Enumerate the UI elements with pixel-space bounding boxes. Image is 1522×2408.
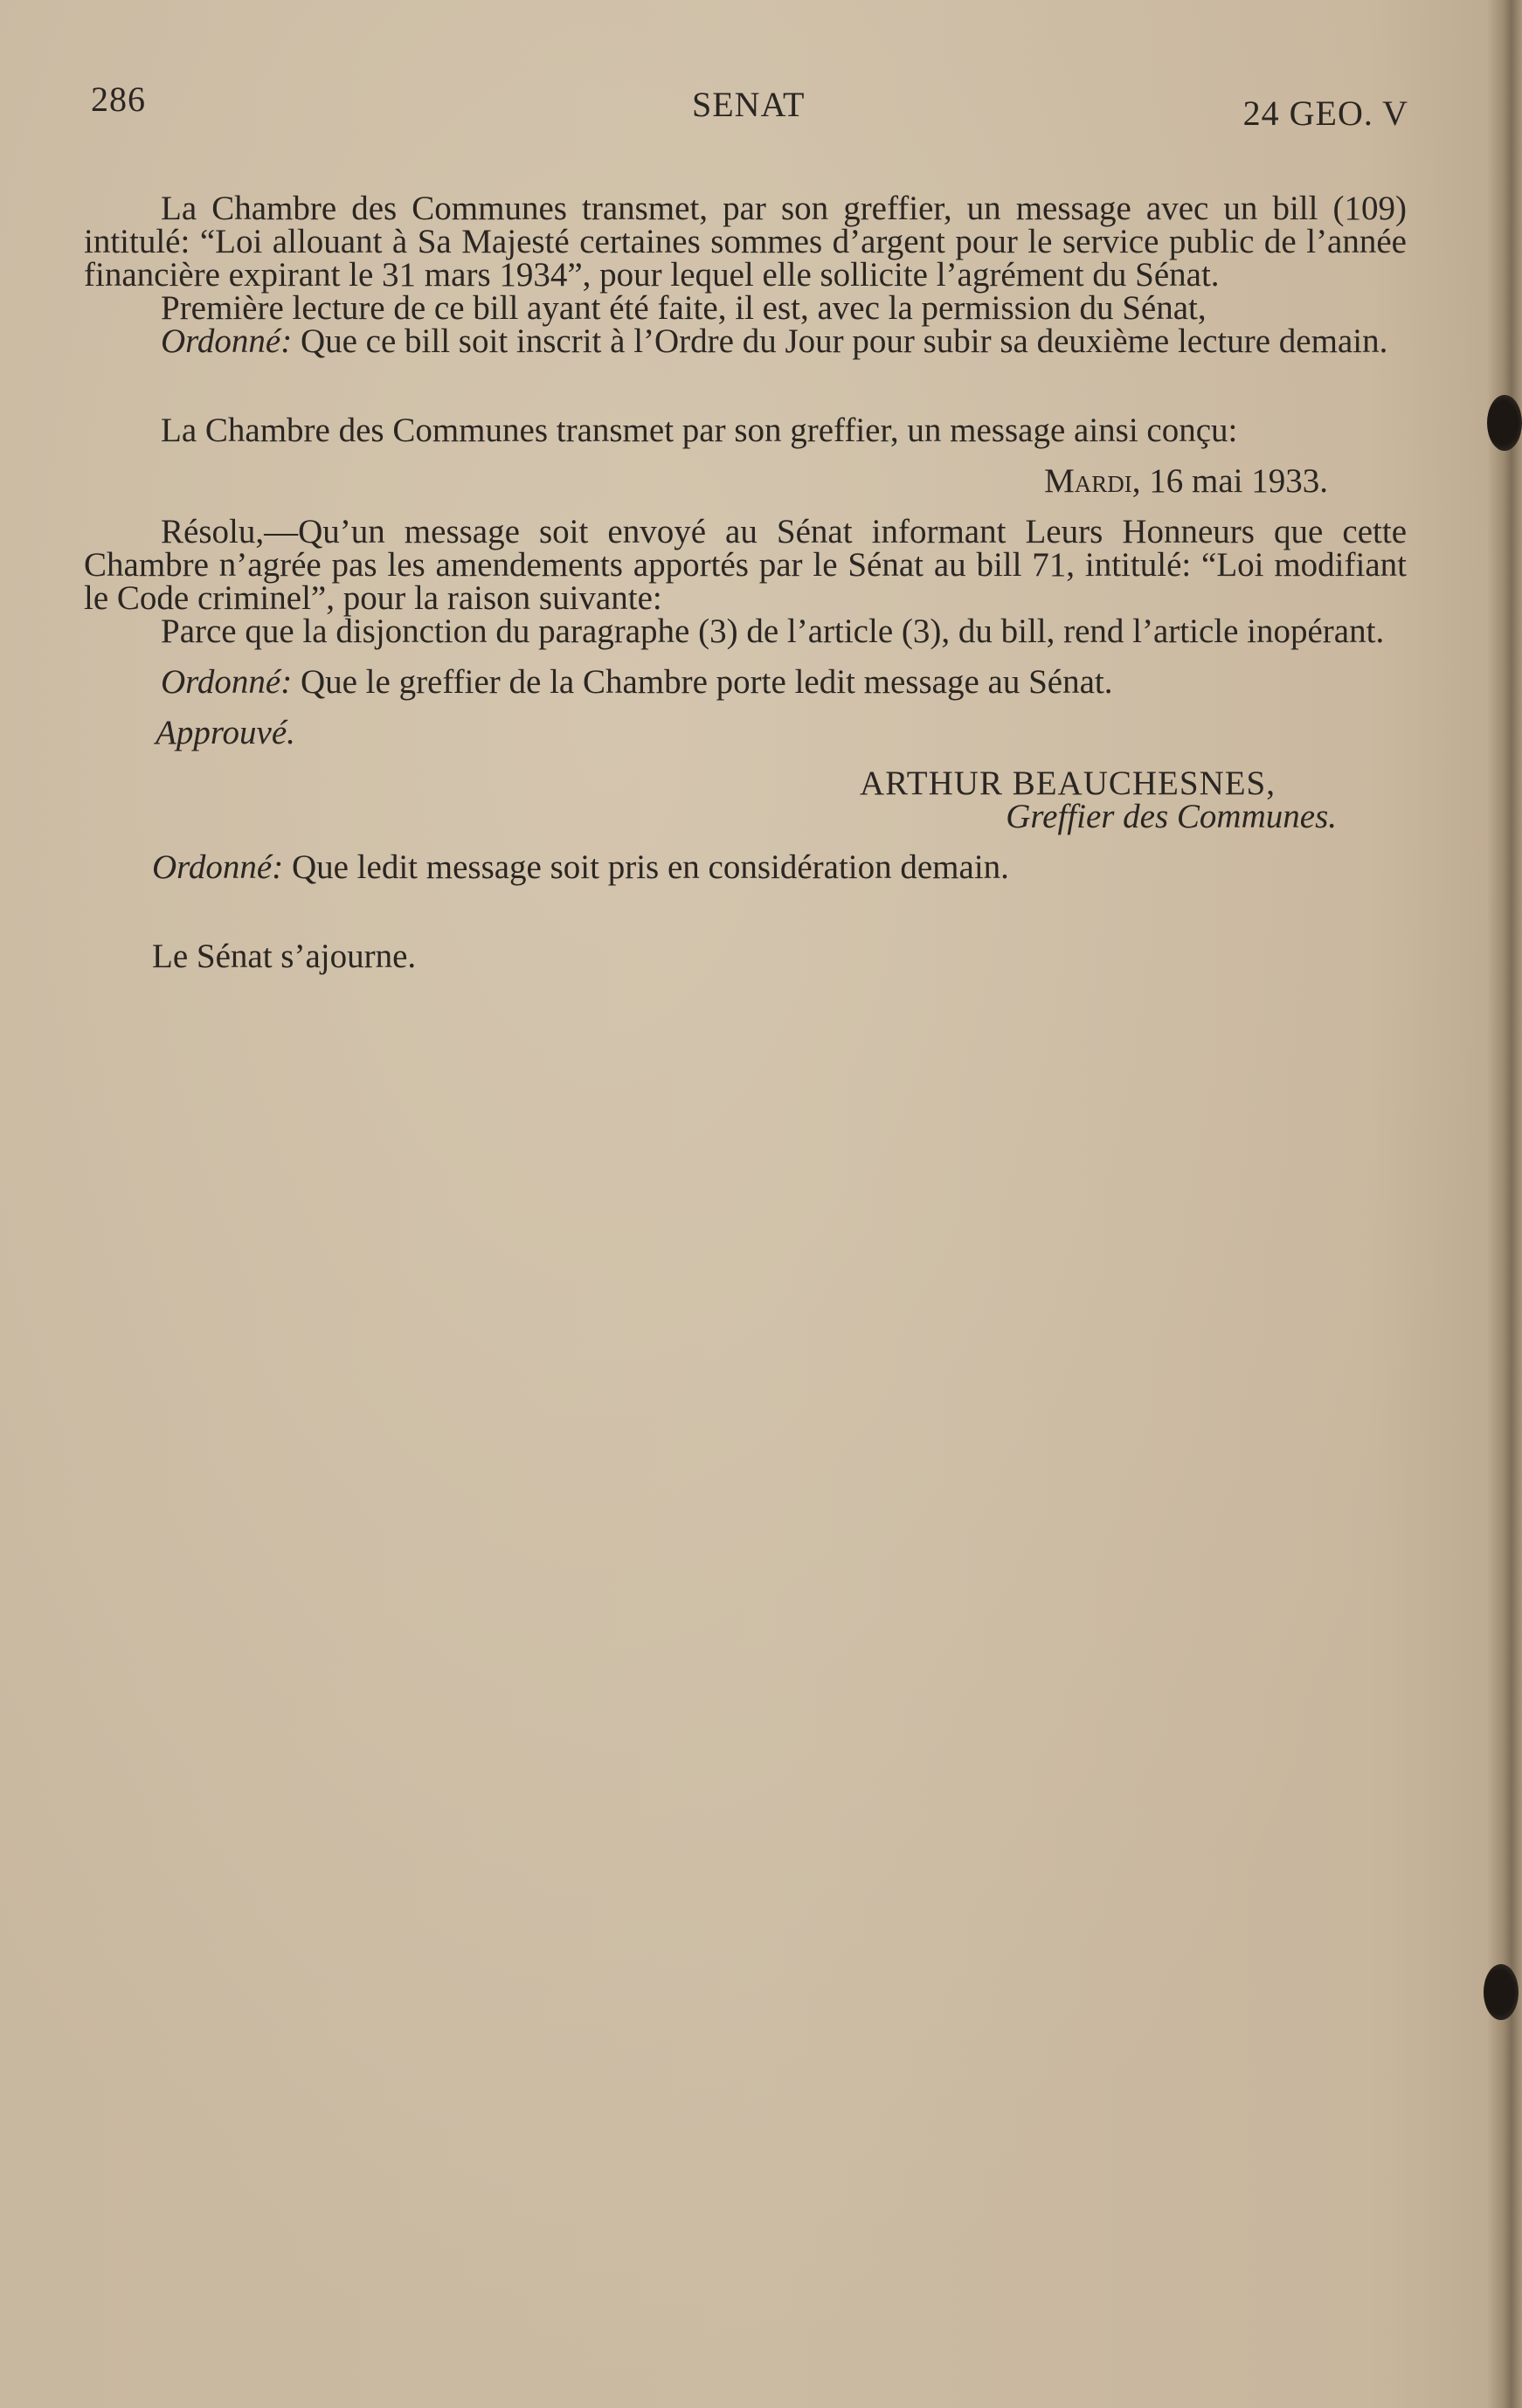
- reason-text: Parce que la disjonction du paragraphe (3) de l’article (3), du bill, rend l’article inopérant.: [161, 612, 1385, 650]
- section-gap: [84, 884, 1407, 940]
- order-second-reading: [84, 322, 1407, 360]
- adjournment: Le Sénat s’ajourne.: [152, 938, 417, 975]
- binding-hole-upper: [1487, 395, 1522, 451]
- order-clerk: [84, 663, 1407, 701]
- session-label: 24 GEO. V: [1242, 93, 1408, 133]
- binding-hole-lower: [1484, 1964, 1519, 2020]
- ordered-label: Ordonné:: [161, 322, 293, 360]
- resolution-text: Résolu,—Qu’un message soit envoyé au Sénat informant Leurs Honneurs que cette Chambre n’agrée pas les amendements apportés par le Sénat au bill 71, intitulé: “Loi modifiant le Code criminel”, pour la raison suivante:: [84, 513, 1407, 617]
- dateline: [84, 462, 1407, 500]
- page-edge-shadow: [1487, 0, 1522, 2408]
- message-intro: La Chambre des Communes transmet par son greffier, un message ainsi conçu:: [161, 412, 1238, 449]
- ordered-text: Que ledit message soit pris en considération demain.: [283, 848, 1009, 886]
- section-gap: [84, 358, 1407, 414]
- page-title: SENAT: [692, 85, 806, 124]
- ordered-label: Ordonné:: [161, 663, 293, 701]
- signature-name: ARTHUR BEAUCHESNES,: [859, 765, 1276, 802]
- approved-label: Approuvé.: [156, 714, 295, 751]
- dateline-date: , 16 mai 1933.: [1131, 462, 1328, 500]
- order-consideration: [84, 848, 1407, 886]
- page-body: [84, 192, 1407, 973]
- signature-title: Greffier des Communes.: [1006, 798, 1337, 835]
- page-number: 286: [91, 80, 146, 119]
- ordered-label: Ordonné:: [152, 848, 284, 886]
- dateline-day: Mardi: [1044, 462, 1132, 500]
- message-bill-109: La Chambre des Communes transmet, par son greffier, un message avec un bill (109) intitulé: “Loi allouant à Sa Majesté certaines sommes d’argent pour le service public de l’année financière expirant le 31 mars 1934”, pour lequel elle sollicite l’agrément du Sénat.: [84, 190, 1407, 294]
- ordered-text: Que le greffier de la Chambre porte ledit message au Sénat.: [292, 663, 1113, 701]
- first-reading: Première lecture de ce bill ayant été faite, il est, avec la permission du Sénat,: [161, 289, 1207, 327]
- ordered-text: Que ce bill soit inscrit à l’Ordre du Jour pour subir sa deuxième lecture demain.: [292, 322, 1388, 360]
